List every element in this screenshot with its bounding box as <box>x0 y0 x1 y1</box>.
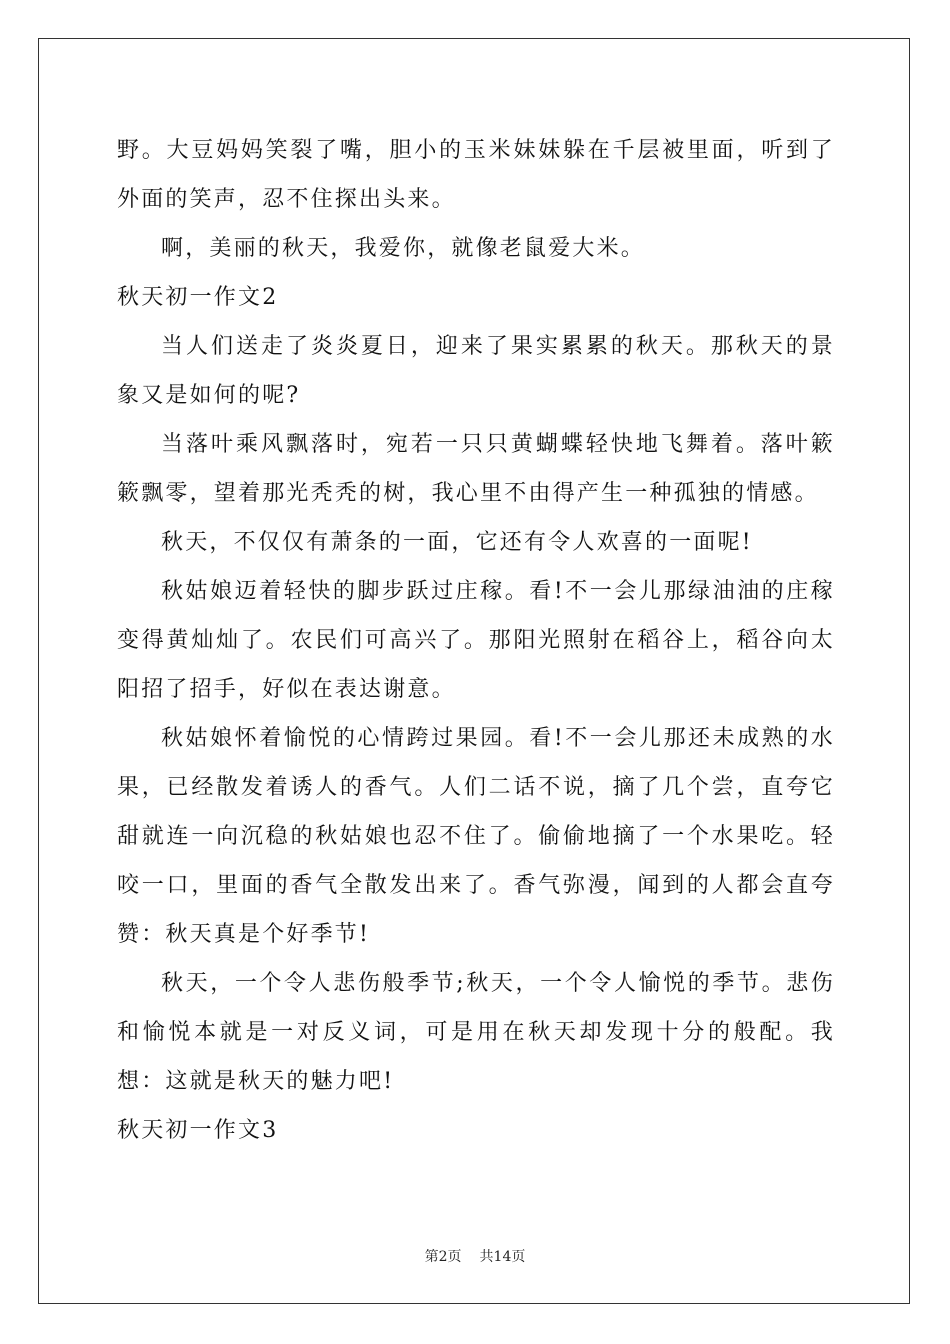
page-total: 共14页 <box>479 1249 526 1265</box>
document-body <box>117 126 835 1155</box>
section-heading: 秋天初一作文2 <box>117 285 279 310</box>
paragraph: 当落叶乘风飘落时，宛若一只只黄蝴蝶轻快地飞舞着。落叶簌簌飘零，望着那光秃秃的树，我心里不由得产生一种孤独的情感。 <box>117 432 835 506</box>
paragraph: 秋姑娘怀着愉悦的心情跨过果园。看!不一会儿那还未成熟的水果，已经散发着诱人的香气。人们二话不说，摘了几个尝，直夸它甜就连一向沉稳的秋姑娘也忍不住了。偷偷地摘了一个水果吃。轻咬一口，里面的香气全散发出来了。香气弥漫，闻到的人都会直夸赞：秋天真是个好季节! <box>117 726 835 947</box>
section-heading: 秋天初一作文3 <box>117 1118 279 1143</box>
paragraph: 啊，美丽的秋天，我爱你，就像老鼠爱大米。 <box>161 236 646 261</box>
paragraph: 秋天，不仅仅有萧条的一面，它还有令人欢喜的一面呢! <box>161 530 753 555</box>
paragraph: 秋姑娘迈着轻快的脚步跃过庄稼。看!不一会儿那绿油油的庄稼变得黄灿灿了。农民们可高兴了。那阳光照射在稻谷上，稻谷向太阳招了招手，好似在表达谢意。 <box>117 579 835 702</box>
paragraph: 秋天，一个令人悲伤般季节;秋天，一个令人愉悦的季节。悲伤和愉悦本就是一对反义词，可是用在秋天却发现十分的般配。我想：这就是秋天的魅力吧! <box>117 971 835 1094</box>
page-footer <box>0 1246 950 1266</box>
paragraph: 当人们送走了炎炎夏日，迎来了果实累累的秋天。那秋天的景象又是如何的呢? <box>117 334 835 408</box>
continuation-paragraph: 野。大豆妈妈笑裂了嘴，胆小的玉米妹妹躲在千层被里面，听到了外面的笑声，忍不住探出头来。 <box>117 138 835 212</box>
page-number: 第2页 <box>424 1249 462 1265</box>
